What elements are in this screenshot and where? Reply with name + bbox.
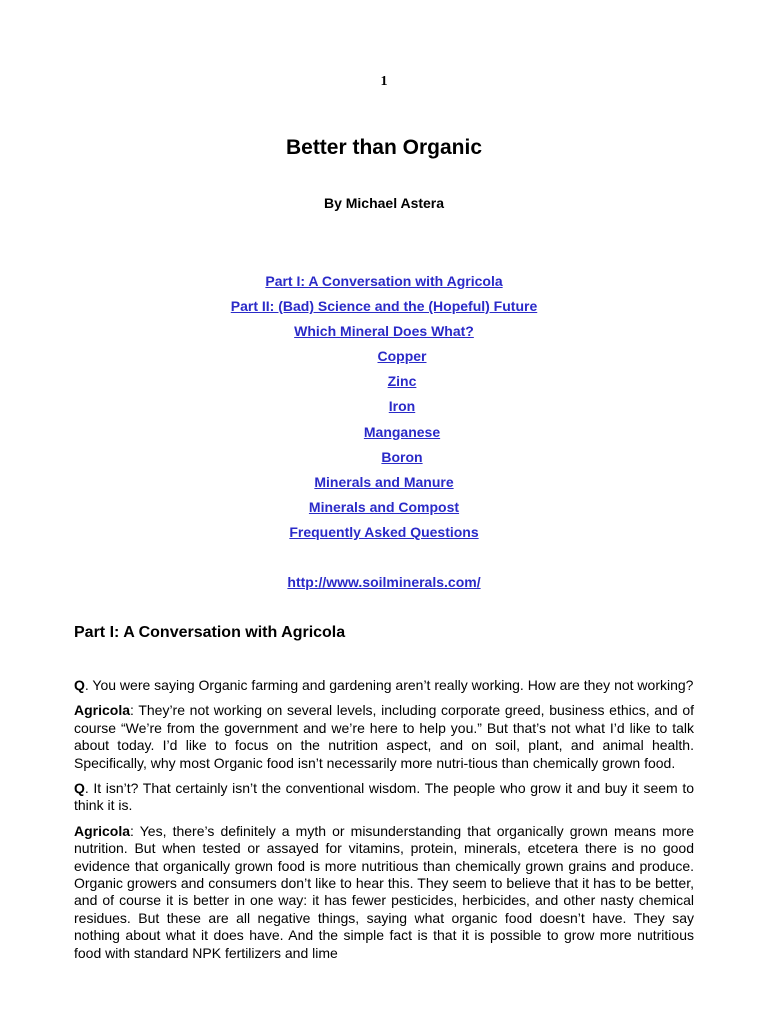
table-of-contents <box>0 272 768 548</box>
section-heading: Part I: A Conversation with Agricola <box>74 624 346 641</box>
dialogue-paragraph <box>74 780 694 815</box>
speaker-label: Agricola <box>74 822 131 839</box>
toc-item <box>0 498 768 523</box>
dialogue-body <box>74 677 694 970</box>
speaker-label: Q <box>74 677 85 693</box>
toc-link[interactable]: Minerals and Compost <box>308 498 460 515</box>
toc-link[interactable]: Boron <box>381 448 423 465</box>
speaker-separator: . <box>84 677 89 693</box>
paragraph-text: It isn’t? That certainly isn’t the conventional wisdom. The people who grow it and buy it seem to think it is. <box>74 780 694 814</box>
toc-link[interactable]: Iron <box>388 398 416 415</box>
dialogue-paragraph <box>74 823 694 962</box>
document-title: Better than Organic <box>285 136 483 159</box>
dialogue-paragraph <box>74 702 694 772</box>
toc-item <box>0 297 768 322</box>
speaker-label: Agricola <box>74 702 131 719</box>
dialogue-paragraph <box>74 677 694 694</box>
toc-link[interactable]: Frequently Asked Questions <box>289 523 479 540</box>
page-number: 1 <box>380 74 388 89</box>
toc-item <box>0 423 768 448</box>
toc-item <box>0 347 768 372</box>
toc-item <box>0 448 768 473</box>
toc-item <box>0 372 768 397</box>
website-link[interactable]: http://www.soilminerals.com/ <box>287 574 481 590</box>
speaker-separator: : <box>130 702 134 719</box>
speaker-separator: . <box>84 780 89 797</box>
toc-link[interactable]: Minerals and Manure <box>314 473 454 490</box>
speaker-separator: : <box>130 822 134 839</box>
toc-link[interactable]: Part I: A Conversation with Agricola <box>265 273 503 289</box>
author-byline: By Michael Astera <box>323 195 445 211</box>
paragraph-text: Yes, there’s definitely a myth or misunderstanding that organically grown means more nutrition. But when tested or assayed for vitamins, protein, minerals, etcetera there is no good evidence that organically grown food is more nutritious than chemically grown grains and produce. Organic growers and consumers don’t like to hear this. They seem to believe that it has to be better, and of course it is better in one way: it has fewer pesticides, herbicides, and other nasty chemical residues. But these are all negative things, saying what organic food doesn’t have. They say nothing about what it does have. And the simple fact is that it is possible to grow more nutritious food with standard NPK fertilizers and lime <box>74 822 694 961</box>
toc-link[interactable]: Part II: (Bad) Science and the (Hopeful) Future <box>230 298 538 315</box>
toc-link[interactable]: Copper <box>377 348 427 365</box>
toc-item <box>0 272 768 297</box>
toc-link[interactable]: Manganese <box>363 423 441 440</box>
toc-item <box>0 397 768 422</box>
paragraph-text: You were saying Organic farming and gardening aren’t really working. How are they not working? <box>88 677 694 693</box>
toc-item <box>0 523 768 548</box>
toc-item <box>0 473 768 498</box>
paragraph-text: They’re not working on several levels, including corporate greed, business ethics, and of course “We’re from the government and we’re here to help you.” But that’s not what I’d like to talk about today. I’d like to focus on the nutrition aspect, and on soil, plant, and animal health. Specifically, why most Organic food isn’t necessarily more nutri-tious than chemically grown food. <box>74 702 694 771</box>
toc-link[interactable]: Which Mineral Does What? <box>294 323 474 340</box>
toc-item <box>0 322 768 347</box>
toc-link[interactable]: Zinc <box>387 373 417 390</box>
speaker-label: Q <box>74 780 85 797</box>
